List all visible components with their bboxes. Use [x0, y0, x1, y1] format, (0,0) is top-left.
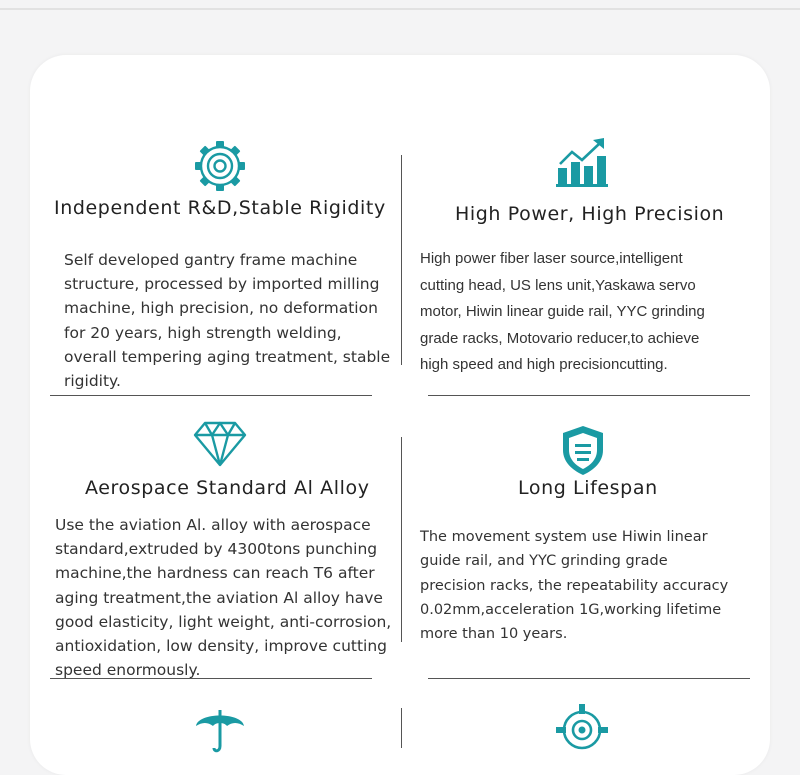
umbrella-icon — [190, 702, 250, 762]
column-divider-1 — [401, 155, 402, 365]
row-divider-right-1 — [428, 395, 750, 396]
feature-description: High power fiber laser source,intelligent cutting head, US lens unit,Yaskawa servo motor, Hiwin linear guide rail, YYC grinding grade racks, Motovario reducer,to achieve high speed and high precisioncutting. — [420, 250, 705, 373]
feature-title: High Power, High Precision — [455, 203, 725, 225]
feature-title: Aerospace Standard Al Alloy — [85, 477, 370, 499]
target-icon — [552, 700, 612, 760]
diamond-icon — [190, 413, 250, 473]
row-divider-left-1 — [50, 395, 372, 396]
shield-icon — [553, 420, 613, 480]
row-divider-right-2 — [428, 678, 750, 679]
growth-chart-icon — [552, 134, 612, 194]
top-divider — [0, 8, 800, 10]
column-divider-3 — [401, 708, 402, 748]
feature-title: Long Lifespan — [518, 477, 658, 499]
column-divider-2 — [401, 437, 402, 642]
feature-description: Use the aviation Al. alloy with aerospace standard,extruded by 4300tons punching machine,the hardness can reach T6 after aging treatment,the aviation Al alloy have good elasticity, light weight, anti-corrosion, antioxidation, low density, improve cutting speed enormously. — [55, 516, 392, 680]
feature-description: The movement system use Hiwin linear guide rail, and YYC grinding grade precision racks, the repeatability accuracy 0.02mm,acceleration 1G,working lifetime more than 10 years. — [420, 529, 729, 643]
gear-icon — [190, 136, 250, 196]
feature-description: Self developed gantry frame machine structure, processed by imported milling machine, high precision, no deformation for 20 years, high strength welding, overall tempering aging treatment, stable rigidity. — [64, 251, 391, 391]
feature-title: Independent R&D,Stable Rigidity — [54, 197, 386, 219]
